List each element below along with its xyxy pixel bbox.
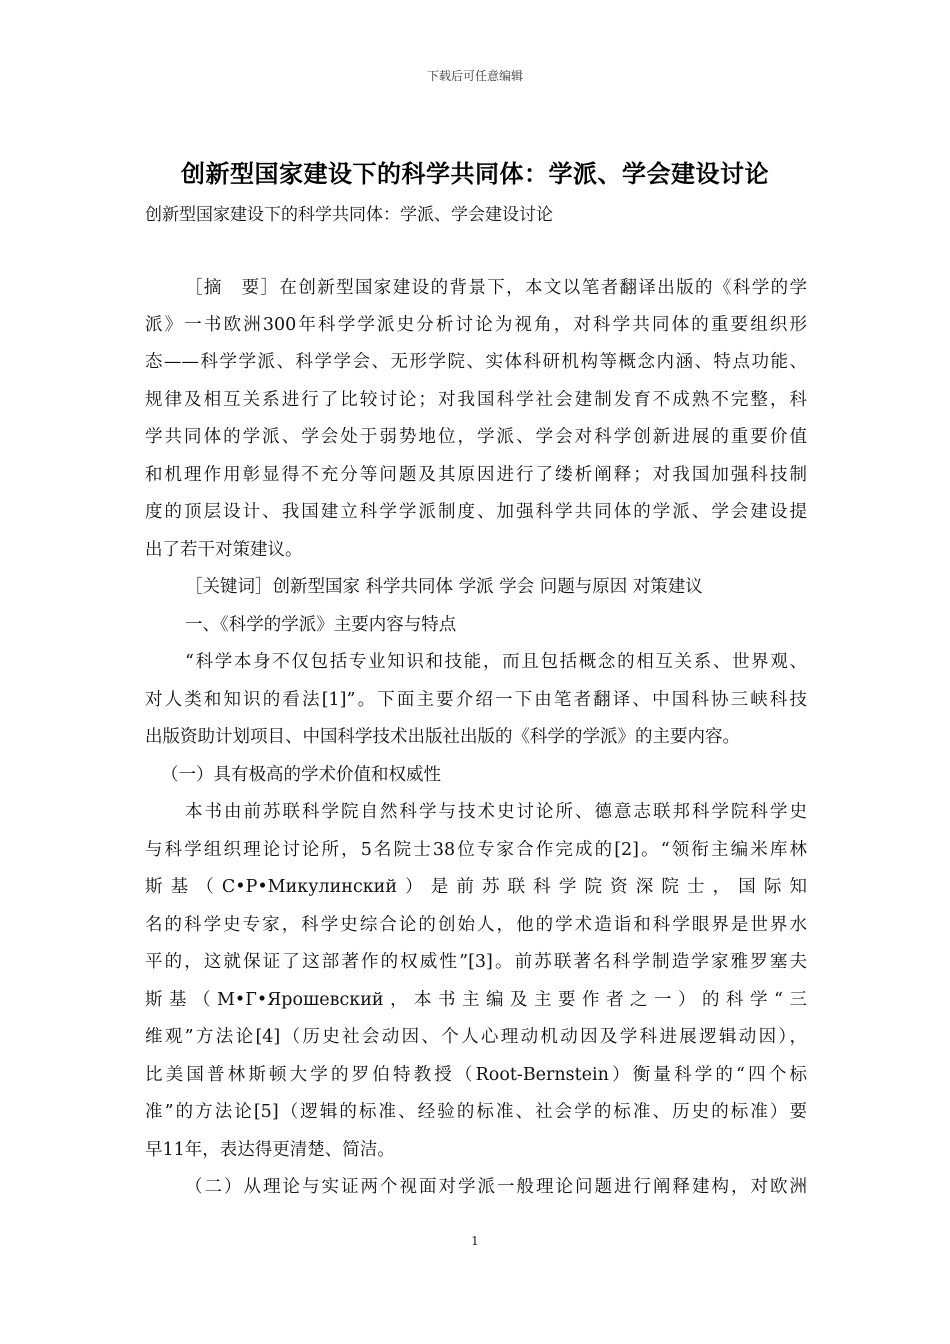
body-line: 斯基（М•Г•Ярошевский，本书主编及主要作者之一）的科学“三 [145, 990, 807, 1010]
page-header: 下载后可任意编辑 [426, 69, 523, 83]
body-line: 比美国普林斯顿大学的罗伯特教授（Root-Bernstein）衡量科学的“四个标 [145, 1065, 807, 1085]
page-number: 1 [471, 1234, 479, 1248]
body-line: 本书由前苏联科学院自然科学与技术史讨论所、德意志联邦科学院科学史 [185, 802, 807, 822]
body-line: 早11年，表达得更清楚、简洁。 [145, 1140, 395, 1160]
abstract-line: 和机理作用彰显得不充分等问题及其原因进行了缕析阐释；对我国加强科技制 [145, 465, 807, 485]
body-line: 斯基（С•Р•Микулинский）是前苏联科学院资深院士，国际知 [145, 877, 807, 897]
keywords-line: ［关键词］创新型国家 科学共同体 学派 学会 问题与原因 对策建议 [185, 577, 703, 597]
document-subtitle: 创新型国家建设下的科学共同体：学派、学会建设讨论 [145, 205, 553, 225]
abstract-line: 派》一书欧洲300年科学学派史分析讨论为视角，对科学共同体的重要组织形 [145, 315, 807, 335]
body-line: 准”的方法论[5]（逻辑的标准、经验的标准、社会学的标准、历史的标准）要 [145, 1102, 807, 1122]
abstract-line: 度的顶层设计、我国建立科学学派制度、加强科学共同体的学派、学会建设提 [145, 502, 807, 522]
body-line: 平的，这就保证了这部著作的权威性”[3]。前苏联著名科学制造学家雅罗塞夫 [145, 952, 807, 972]
body-line: 与科学组织理论讨论所，5名院士38位专家合作完成的[2]。“领衔主编米库林 [145, 840, 807, 860]
body-line: 维观”方法论[4]（历史社会动因、个人心理动机动因及学科进展逻辑动因）， [145, 1027, 807, 1047]
body-line: 名的科学史专家，科学史综合论的创始人，他的学术造诣和科学眼界是世界水 [145, 915, 807, 935]
subsection-heading: （一）具有极高的学术价值和权威性 [161, 765, 441, 785]
abstract-line: 态——科学学派、科学学会、无形学院、实体科研机构等概念内涵、特点功能、 [145, 352, 807, 372]
section-heading: 一、《科学的学派》主要内容与特点 [185, 615, 457, 635]
document-title: 创新型国家建设下的科学共同体：学派、学会建设讨论 [181, 160, 769, 188]
abstract-line: 出了若干对策建议。 [145, 540, 303, 560]
body-line: 出版资助计划项目、中国科学技术出版社出版的《科学的学派》的主要内容。 [145, 727, 740, 747]
abstract-line: ［摘 要］在创新型国家建设的背景下，本文以笔者翻译出版的《科学的学 [185, 278, 807, 298]
subsection-heading: （二）从理论与实证两个视面对学派一般理论问题进行阐释建构，对欧洲 [185, 1177, 807, 1197]
abstract-line: 规律及相互关系进行了比较讨论；对我国科学社会建制发育不成熟不完整，科 [145, 390, 807, 410]
body-line: 对人类和知识的看法[1]”。下面主要介绍一下由笔者翻译、中国科协三峡科技 [145, 690, 807, 710]
body-line: “科学本身不仅包括专业知识和技能，而且包括概念的相互关系、世界观、 [185, 652, 807, 672]
abstract-line: 学共同体的学派、学会处于弱势地位，学派、学会对科学创新进展的重要价值 [145, 427, 807, 447]
